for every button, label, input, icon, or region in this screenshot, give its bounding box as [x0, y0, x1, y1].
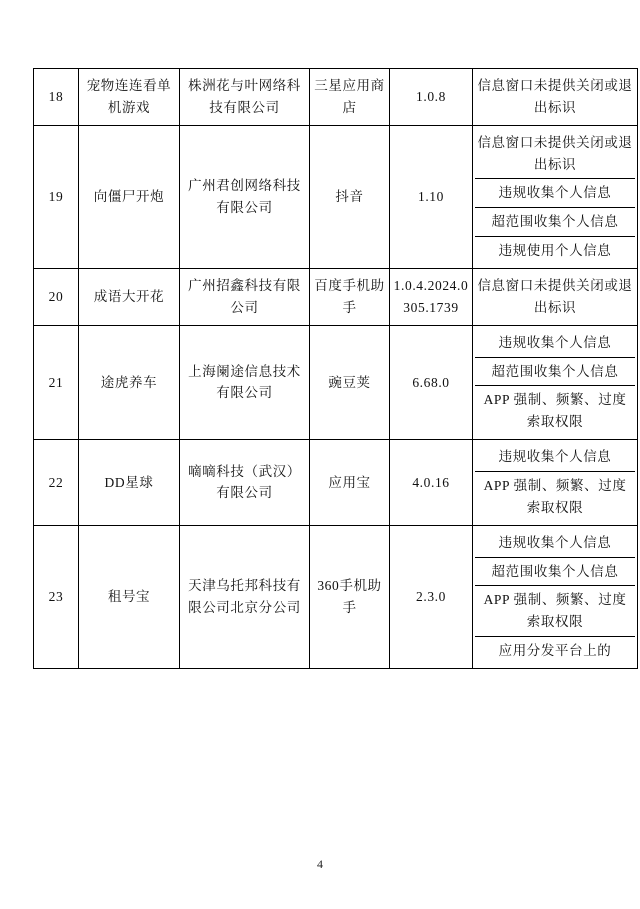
- issue-item: 超范围收集个人信息: [475, 357, 635, 386]
- row-store: 豌豆荚: [310, 325, 390, 439]
- row-company: 株洲花与叶网络科技有限公司: [180, 69, 310, 126]
- row-version: 6.68.0: [390, 325, 473, 439]
- row-version: 2.3.0: [390, 525, 473, 668]
- issue-item: 违规收集个人信息: [475, 329, 635, 357]
- row-index: 20: [34, 269, 79, 326]
- issue-item: 违规使用个人信息: [498, 243, 612, 259]
- row-company: 上海阑途信息技术有限公司: [180, 325, 310, 439]
- row-index: 23: [34, 525, 79, 668]
- row-company: 嘀嘀科技（武汉）有限公司: [180, 440, 310, 526]
- table-row: [34, 525, 638, 668]
- issue-item: 违规收集个人信息: [475, 529, 635, 557]
- row-store: 三星应用商店: [310, 69, 390, 126]
- issues-list: [475, 129, 635, 265]
- issue-item: 信息窗口未提供关闭或退出标识: [477, 278, 633, 315]
- issues-list: [475, 272, 635, 322]
- row-store: 百度手机助手: [310, 269, 390, 326]
- row-app-name: 向僵尸开炮: [79, 125, 180, 268]
- issue-item: 违规收集个人信息: [475, 179, 635, 208]
- page-number: 4: [317, 857, 323, 871]
- row-app-name: 宠物连连看单机游戏: [79, 69, 180, 126]
- row-version: 4.0.16: [390, 440, 473, 526]
- row-company: 广州招鑫科技有限公司: [180, 269, 310, 326]
- row-version: 1.0.4.2024.0305.1739: [390, 269, 473, 326]
- issue-item: APP 强制、频繁、过度索取权限: [475, 586, 635, 637]
- row-issues: [473, 325, 638, 439]
- row-company: 广州君创网络科技有限公司: [180, 125, 310, 268]
- row-index: 21: [34, 325, 79, 439]
- table-row: [34, 69, 638, 126]
- row-app-name: 途虎养车: [79, 325, 180, 439]
- issue-item: APP 强制、频繁、过度索取权限: [483, 478, 627, 515]
- row-company: 天津乌托邦科技有限公司北京分公司: [180, 525, 310, 668]
- app-violations-table: [33, 68, 638, 669]
- row-issues: [473, 69, 638, 126]
- issues-list: [475, 72, 635, 122]
- row-version: 1.10: [390, 125, 473, 268]
- issues-list: [475, 329, 635, 436]
- row-issues: [473, 125, 638, 268]
- issue-item: 超范围收集个人信息: [475, 208, 635, 237]
- row-issues: [473, 440, 638, 526]
- table-row: [34, 269, 638, 326]
- row-store: 360手机助手: [310, 525, 390, 668]
- row-index: 18: [34, 69, 79, 126]
- issues-list: [475, 529, 635, 665]
- table-body: [34, 69, 638, 669]
- row-index: 19: [34, 125, 79, 268]
- row-store: 抖音: [310, 125, 390, 268]
- table-row: [34, 325, 638, 439]
- row-version: 1.0.8: [390, 69, 473, 126]
- issue-item: 超范围收集个人信息: [475, 557, 635, 586]
- table-row: [34, 440, 638, 526]
- issue-item: 应用分发平台上的: [498, 643, 612, 659]
- issue-item: 信息窗口未提供关闭或退出标识: [477, 78, 633, 115]
- issue-item: 信息窗口未提供关闭或退出标识: [475, 129, 635, 179]
- row-issues: [473, 269, 638, 326]
- row-issues: [473, 525, 638, 668]
- row-app-name: 租号宝: [79, 525, 180, 668]
- issue-item: APP 强制、频繁、过度索取权限: [483, 392, 627, 430]
- row-index: 22: [34, 440, 79, 526]
- issues-list: [475, 443, 635, 522]
- row-app-name: 成语大开花: [79, 269, 180, 326]
- issue-item: 违规收集个人信息: [475, 443, 635, 471]
- table-row: [34, 125, 638, 268]
- row-store: 应用宝: [310, 440, 390, 526]
- row-app-name: DD星球: [79, 440, 180, 526]
